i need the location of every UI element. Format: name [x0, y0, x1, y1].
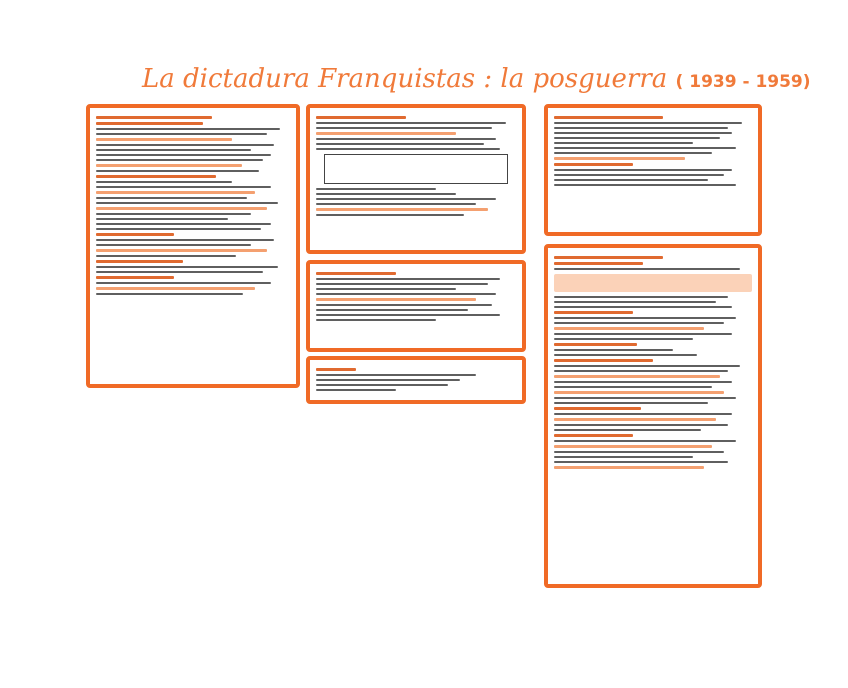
notes-card-1 [86, 104, 300, 388]
boxed-note [324, 154, 508, 184]
notes-card-3 [306, 260, 526, 352]
notes-card-5 [544, 104, 762, 236]
title-main: La dictadura Franquistas : la posguerra [142, 64, 668, 94]
notes-card-2 [306, 104, 526, 254]
title-years: ( 1939 - 1959) [675, 72, 811, 92]
notes-card-4 [306, 356, 526, 404]
page-title [142, 64, 811, 94]
notes-card-6 [544, 244, 762, 588]
highlighted-block [554, 274, 752, 292]
